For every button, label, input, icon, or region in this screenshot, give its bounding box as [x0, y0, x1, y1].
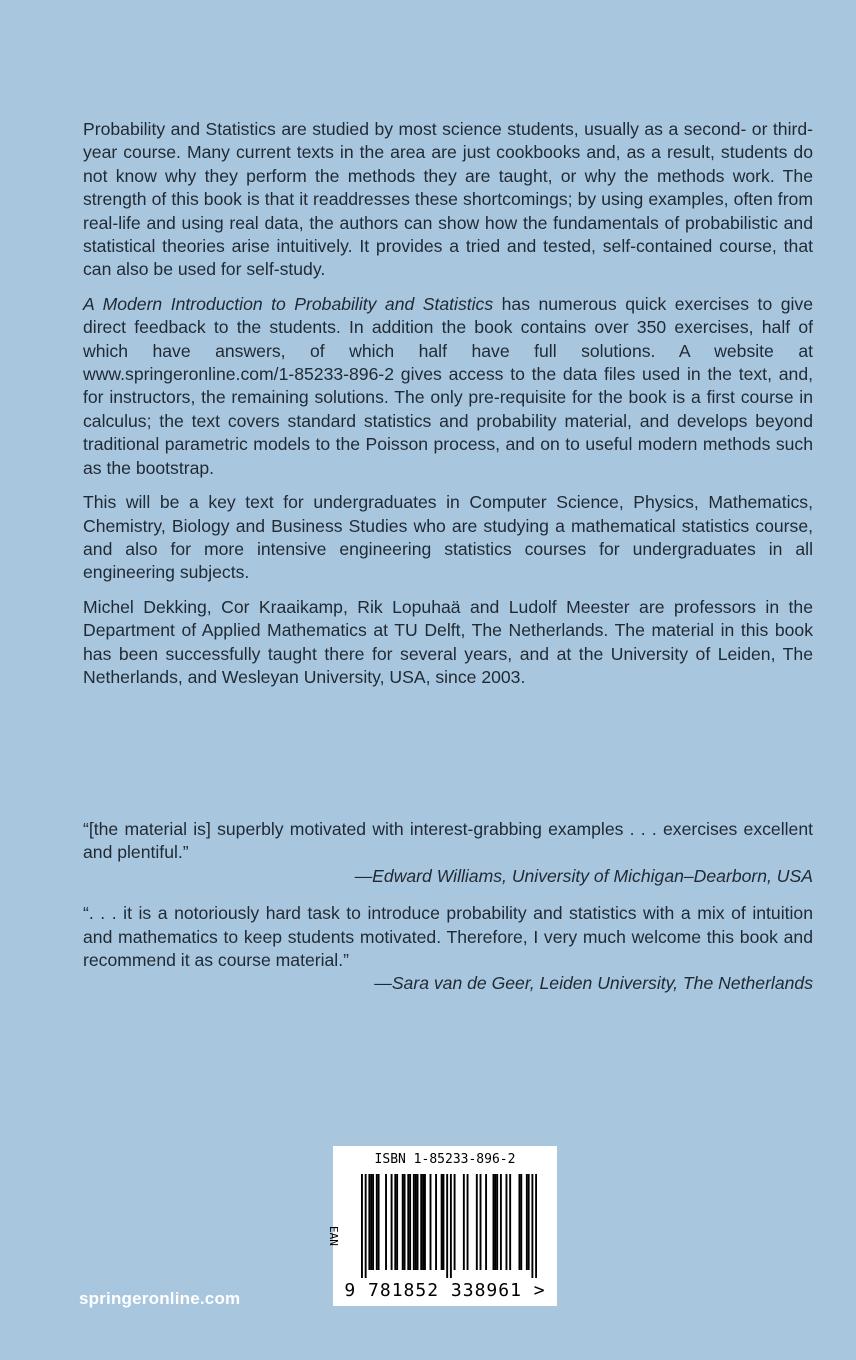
blurb-paragraph-2: [83, 293, 813, 480]
review-quote-text: “[the material is] superbly motivated with interest-grabbing examples . . . exercises excellent and plentiful.”: [83, 819, 813, 863]
barcode-bar: [430, 1174, 432, 1270]
barcode-bar: [467, 1174, 469, 1270]
barcode-bar: [422, 1174, 424, 1270]
review-quote: [83, 902, 813, 996]
barcode-bar: [463, 1174, 465, 1270]
barcode-bar: [493, 1174, 495, 1270]
barcode-bar: [407, 1174, 409, 1270]
barcode-bar: [420, 1174, 422, 1270]
barcode-bar: [531, 1174, 533, 1278]
ean-number: 9 781852 338961 >: [344, 1280, 546, 1301]
barcode-bar: [446, 1174, 448, 1278]
author-bio: Michel Dekking, Cor Kraaikamp, Rik Lopuhaä and Ludolf Meester are professors in the Department of Applied Mathematics at TU Delft, The Netherlands. The material in this book has been successfully taught there for several years, and at the University of Leiden, The Netherlands, and Wesleyan University, USA, since 2003.: [83, 596, 813, 687]
blurb-paragraph-1: Probability and Statistics are studied by most science students, usually as a second- or third-year course. Many current texts in the area are just cookbooks and, as a result, students do not know why they perform the methods they are taught, or why the methods work. The strength of this book is that it readdresses these shortcomings; by using examples, often from real-life and using real data, the authors can show how the fundamentals of probabilistic and statistical theories arise intuitively. It provides a tried and tested, self-contained course, that can also be used for self-study.: [83, 119, 813, 280]
blurb-paragraph-3: This will be a key text for undergraduates in Computer Science, Physics, Mathematics, Chemistry, Biology and Business Studies who are studying a mathematical statistics course, and also for more intensive engineering statistics courses for undergraduates in all engineering subjects.: [83, 492, 813, 583]
barcode-bar: [365, 1174, 367, 1278]
ean-label: EAN: [327, 1226, 340, 1246]
book-title-italic: A Modern Introduction to Probability and Statistics: [83, 293, 494, 314]
barcode-bar: [500, 1174, 502, 1270]
isbn-barcode: [327, 1146, 557, 1306]
publisher-website: springeronline.com: [79, 1289, 241, 1308]
barcode-bar: [435, 1174, 437, 1270]
barcode-bar: [394, 1174, 396, 1270]
barcode-bar: [496, 1174, 498, 1270]
barcode-bar: [402, 1174, 404, 1270]
review-attribution: —Sara van de Geer, Leiden University, The Netherlands: [374, 973, 813, 994]
barcode-bar: [506, 1174, 508, 1270]
isbn-label: ISBN 1-85233-896-2: [374, 1152, 516, 1167]
barcode-bar: [441, 1174, 443, 1270]
barcode-bar: [509, 1174, 511, 1270]
barcode-bar: [518, 1174, 520, 1270]
barcode-bars: [361, 1174, 537, 1278]
barcode-bar: [378, 1174, 380, 1270]
barcode-bar: [417, 1174, 419, 1270]
barcode-bar: [391, 1174, 393, 1270]
barcode-bar: [454, 1174, 456, 1270]
barcode-bar: [404, 1174, 406, 1270]
barcode-bar: [480, 1174, 482, 1270]
barcode-bar: [396, 1174, 398, 1270]
barcode-bar: [528, 1174, 530, 1270]
review-quote: [83, 818, 813, 888]
barcode-bar: [413, 1174, 415, 1270]
review-quotes: [83, 818, 813, 1010]
barcode-bar: [526, 1174, 528, 1270]
back-cover-blurb: [83, 118, 813, 700]
barcode-bar: [476, 1174, 478, 1270]
review-attribution: —Edward Williams, University of Michigan–Dearborn, USA: [354, 865, 813, 886]
barcode-bar: [520, 1174, 522, 1270]
barcode-bar: [385, 1174, 387, 1270]
blurb-paragraph-2-rest: has numerous quick exercises to give direct feedback to the students. In addition the book contains over 350 exercises, half of which have answers, of which half have full solutions. A website at www.springeronline.com/1-85233-896-2 gives access to the data files used in the text, and, for instructors, the remaining solutions. The only pre-requisite for the book is a first course in calculus; the text covers standard statistics and probability material, and develops beyond traditional parametric models to the Poisson process, and on to useful modern methods such as the bootstrap.: [83, 293, 813, 478]
barcode-bar: [415, 1174, 417, 1270]
barcode-bar: [535, 1174, 537, 1278]
barcode-bar: [424, 1174, 426, 1270]
barcode-bar: [368, 1174, 370, 1270]
barcode-bar: [361, 1174, 363, 1278]
barcode-bar: [370, 1174, 372, 1270]
barcode-bar: [450, 1174, 452, 1278]
barcode-bar: [443, 1174, 445, 1270]
barcode-bar: [485, 1174, 487, 1270]
barcode-bar: [409, 1174, 411, 1270]
review-quote-text: “. . . it is a notoriously hard task to introduce probability and statistics with a mix of intuition and mathematics to keep students motivated. Therefore, I very much welcome this book and recommend it as course material.”: [83, 903, 813, 971]
barcode-bar: [376, 1174, 378, 1270]
barcode-bar: [494, 1174, 496, 1270]
barcode-bar: [372, 1174, 374, 1270]
